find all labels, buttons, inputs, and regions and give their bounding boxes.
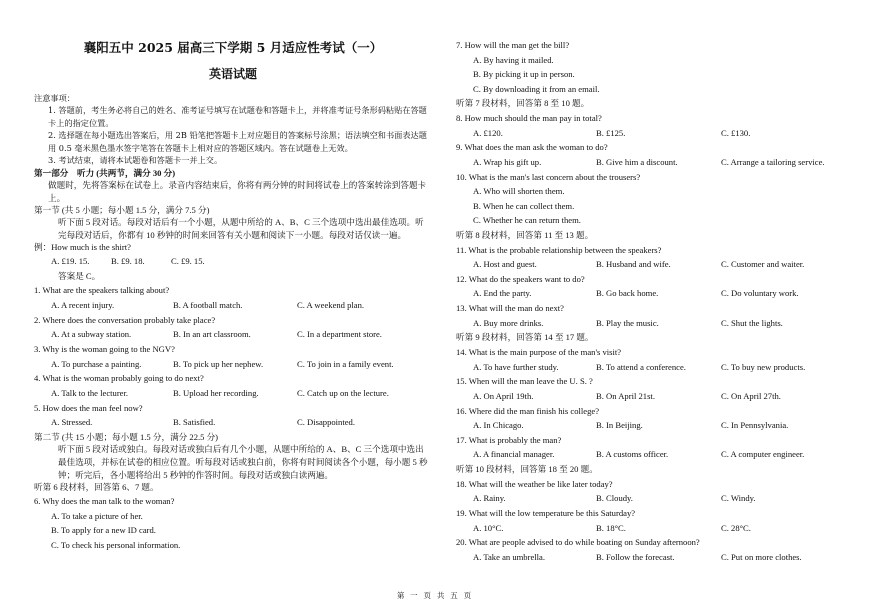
option-c: C. By downloading it from an email. [473, 83, 600, 94]
option-b: B. A customs officer. [596, 449, 669, 460]
question-text: 12. What do the speakers want to do? [456, 273, 585, 284]
question-3 [34, 344, 432, 373]
question-text: 1. What are the speakers talking about? [34, 285, 170, 296]
notice-item-1: 1. 答题前，考生务必将自己的姓名、准考证号填写在试题卷和答题卡上，并将准考证号条形码粘贴在答题卡上的指定位置。 [48, 105, 427, 128]
option-b: B. To apply for a new ID card. [51, 525, 156, 536]
question-9 [456, 142, 848, 171]
question-5 [34, 403, 432, 432]
option-a: A. Who will shorten them. [473, 186, 565, 197]
option-a: A. Take an umbrella. [473, 551, 546, 562]
option-a: A. Host and guest. [473, 259, 537, 270]
option-b: B. By picking it up in person. [473, 69, 575, 80]
option-a: A. A financial manager. [473, 449, 555, 460]
option-a: A. On April 19th. [473, 390, 534, 401]
option-c: C. On April 27th. [721, 390, 781, 401]
right-column [456, 40, 848, 567]
option-c: C. Customer and waiter. [721, 259, 805, 270]
question-text: 9. What does the man ask the woman to do? [456, 142, 608, 153]
example-option-c: C. £9. 15. [171, 256, 205, 267]
option-c: C. Do voluntary work. [721, 288, 799, 299]
left-column [34, 40, 432, 555]
option-c: C. 28°C. [721, 522, 751, 533]
part1-intro: 做题时，先将答案标在试卷上。录音内容结束后，你将有两分钟的时间将试卷上的答案转涂到答题卡上。 [48, 179, 427, 203]
question-text: 7. How will the man get the bill? [456, 40, 570, 50]
option-a: A. End the party. [473, 288, 532, 299]
material-7-intro: 听第 7 段材料，回答第 8 至 10 题。 [456, 98, 590, 109]
option-b: B. To attend a conference. [596, 361, 686, 372]
option-a: A. Buy more drinks. [473, 317, 544, 328]
option-b: B. Husband and wife. [596, 259, 671, 270]
option-b: B. Upload her recording. [173, 387, 259, 398]
option-b: B. On April 21st. [596, 390, 655, 401]
options [456, 420, 848, 435]
option-a: A. Stressed. [51, 417, 93, 428]
example-question: 例：How much is the shirt? [34, 241, 131, 252]
option-c: C. To join in a family event. [297, 358, 394, 369]
options [456, 157, 848, 172]
question-1 [34, 285, 432, 314]
option-b: B. £125. [596, 127, 626, 138]
option-c: C. Windy. [721, 493, 756, 504]
question-10 [456, 172, 848, 230]
question-16 [456, 406, 848, 435]
option-b: B. Play the music. [596, 317, 659, 328]
material-10-intro: 听第 10 段材料，回答第 18 至 20 题。 [456, 464, 598, 475]
exam-title: 襄阳五中 2025 届高三下学期 5 月适应性考试（一） [83, 40, 383, 55]
option-c: C. Catch up on the lecture. [297, 387, 389, 398]
options [34, 359, 432, 374]
options [456, 128, 848, 143]
option-c: C. Disappointed. [297, 417, 356, 428]
option-c: C. To check his personal information. [51, 540, 181, 551]
section1-heading: 第一节 (共 5 小题；每小题 1.5 分，满分 7.5 分) [34, 204, 210, 215]
options [456, 493, 848, 508]
question-text: 8. How much should the man pay in total? [456, 112, 602, 123]
question-13 [456, 303, 848, 332]
option-b: B. In Beijing. [596, 420, 643, 431]
page-footer: 第 一 页 共 五 页 [396, 591, 474, 600]
question-text: 20. What are people advised to do while boating on Sunday afternoon? [456, 537, 700, 548]
options [34, 329, 432, 344]
example-answer: 答案是 C。 [58, 270, 101, 281]
question-4 [34, 373, 432, 402]
question-19 [456, 508, 848, 537]
option-b: B. A football match. [173, 300, 243, 311]
question-17 [456, 435, 848, 464]
option-c: C. Whether he can return them. [473, 215, 581, 226]
option-a: A. Rainy. [473, 493, 506, 504]
question-text: 19. What will the low temperature be this Saturday? [456, 507, 636, 518]
question-text: 17. What is probably the man? [456, 434, 562, 445]
options [456, 318, 848, 333]
options [456, 259, 848, 274]
part1-heading: 第一部分 听力 (共两节，满分 30 分) [34, 167, 176, 178]
options [456, 523, 848, 538]
question-text: 15. When will the man leave the U. S. ? [456, 376, 593, 387]
option-c: C. Shut the lights. [721, 317, 783, 328]
option-c: C. A computer engineer. [721, 449, 805, 460]
question-text: 14. What is the main purpose of the man's visit? [456, 346, 622, 357]
question-11 [456, 245, 848, 274]
section1-instructions: 听下面 5 段对话。每段对话后有一个小题，从题中所给的 A、B、C 三个选项中选出最佳选项。听完每段对话后，你都有 10 秒钟的时间来回答有关小题和阅读下一小题。每段对话仅读一遍。 [58, 216, 424, 240]
notice-item-2: 2. 选择题在每小题选出答案后，用 2B 铅笔把答题卡上对应题目的答案标号涂黑；语法填空和书面表达题用 0.5 毫米黑色墨水签字笔答在答题卡上相对应的答题区域内。答在试题卷上无效。 [48, 130, 427, 153]
option-a: A. At a subway station. [51, 329, 132, 340]
example-option-b: B. £9. 18. [111, 256, 145, 267]
option-c: C. A weekend plan. [297, 300, 365, 311]
notice-heading: 注意事项： [34, 92, 75, 103]
material-9-intro: 听第 9 段材料，回答第 14 至 17 题。 [456, 332, 594, 343]
question-7 [456, 40, 848, 98]
options [456, 288, 848, 303]
option-a: A. By having it mailed. [473, 54, 554, 65]
option-c: C. In Pennsylvania. [721, 420, 789, 431]
exam-subject: 英语试题 [208, 67, 257, 82]
option-a: A. In Chicago. [473, 420, 524, 431]
option-c: C. Put on more clothes. [721, 551, 802, 562]
option-b: B. Follow the forecast. [596, 551, 675, 562]
question-20 [456, 537, 848, 566]
question-text: 10. What is the man's last concern about the trousers? [456, 171, 641, 182]
options [34, 417, 432, 432]
option-a: A. £120. [473, 127, 503, 138]
option-b: B. Go back home. [596, 288, 659, 299]
option-b: B. Satisfied. [173, 417, 216, 428]
question-text: 4. What is the woman probably going to do next? [34, 373, 204, 384]
material-6-intro: 听第 6 段材料，回答第 6、7 题。 [34, 481, 159, 492]
question-18 [456, 479, 848, 508]
question-text: 16. Where did the man finish his college? [456, 405, 600, 416]
option-a: A. To have further study. [473, 361, 559, 372]
question-12 [456, 274, 848, 303]
question-14 [456, 347, 848, 376]
question-8 [456, 113, 848, 142]
option-b: B. 18°C. [596, 522, 626, 533]
option-b: B. In an art classroom. [173, 329, 251, 340]
question-15 [456, 376, 848, 405]
question-text: 3. Why is the woman going to the NGV? [34, 344, 175, 354]
question-text: 11. What is the probable relationship between the speakers? [456, 244, 662, 255]
option-c: C. In a department store. [297, 329, 382, 340]
option-a: A. A recent injury. [51, 300, 115, 311]
options [456, 391, 848, 406]
option-b: B. Cloudy. [596, 493, 633, 504]
option-c: C. Arrange a tailoring service. [721, 156, 825, 167]
question-text: 13. What will the man do next? [456, 303, 564, 314]
question-2 [34, 315, 432, 344]
material-8-intro: 听第 8 段材料，回答第 11 至 13 题。 [456, 229, 594, 240]
option-a: A. To take a picture of her. [51, 510, 143, 521]
option-a: A. 10°C. [473, 522, 504, 533]
question-text: 2. Where does the conversation probably take place? [34, 314, 216, 325]
section2-heading: 第二节 (共 15 小题；每小题 1.5 分，满分 22.5 分) [34, 431, 219, 442]
options [456, 552, 848, 567]
options [456, 362, 848, 377]
option-a: A. Wrap his gift up. [473, 156, 542, 167]
question-6 [34, 496, 432, 554]
section2-instructions: 听下面 5 段对话或独白。每段对话或独白后有几个小题，从题中所给的 A、B、C 三个选项中选出最佳选项，并标在试卷的相应位置。听每段对话或独白前，你将有时间阅读各个小题，每小题 5 秒钟；听完后，各小题将给出 5 秒钟的作答时间。每段对话或独白读两遍。 [58, 444, 428, 480]
option-a: A. Talk to the lecturer. [51, 387, 129, 398]
notice-item-3: 3. 考试结束，请将本试题卷和答题卡一并上交。 [48, 155, 223, 166]
question-text: 5. How does the man feel now? [34, 402, 143, 413]
options [34, 300, 432, 315]
options [34, 388, 432, 403]
example-option-a: A. £19. 15. [51, 256, 90, 267]
option-b: B. To pick up her nephew. [173, 358, 264, 369]
option-b: B. When he can collect them. [473, 200, 575, 211]
example-options [34, 256, 432, 271]
question-text: 18. What will the weather be like later today? [456, 478, 613, 489]
option-b: B. Give him a discount. [596, 156, 678, 167]
options [456, 449, 848, 464]
option-c: C. £130. [721, 127, 751, 138]
option-a: A. To purchase a painting. [51, 358, 142, 369]
question-text: 6. Why does the man talk to the woman? [34, 496, 175, 507]
option-c: C. To buy new products. [721, 361, 806, 372]
notice-block [34, 92, 432, 167]
